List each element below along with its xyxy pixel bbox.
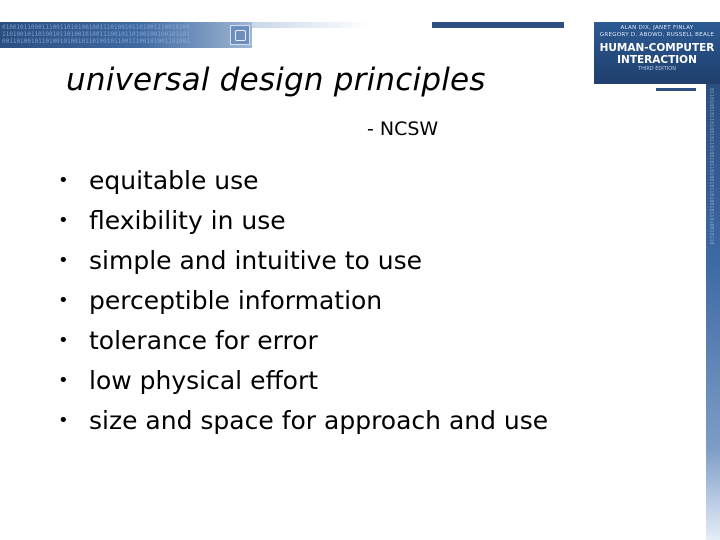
logo-title-2: INTERACTION xyxy=(617,54,697,66)
book-cover-logo xyxy=(594,22,720,84)
list-item xyxy=(58,200,548,240)
bullet-text: perceptible information xyxy=(89,285,383,315)
bullet-list xyxy=(58,160,548,440)
list-item xyxy=(58,360,548,400)
list-item xyxy=(58,400,548,440)
bullet-icon: • xyxy=(58,209,69,231)
logo-edition: THIRD EDITION xyxy=(638,66,676,72)
binary-pattern: 0100101100011100110101001001110100101101001110010100 1101001011010010110100101001110010110100100100101101 0011010010110100101001011010010110011100101001101001 xyxy=(2,24,190,45)
list-item xyxy=(58,280,548,320)
bullet-text: simple and intuitive to use xyxy=(89,245,422,275)
logo-underline xyxy=(656,88,696,91)
logo-title-1: HUMAN-COMPUTER xyxy=(599,42,715,54)
binary-header-strip xyxy=(0,22,252,48)
side-binary-pattern: 0110100101101001011010010110100101101001011010010110 xyxy=(708,88,714,245)
list-item xyxy=(58,320,548,360)
bullet-text: low physical effort xyxy=(89,365,319,395)
bullet-text: equitable use xyxy=(89,165,259,195)
bullet-text: size and space for approach and use xyxy=(89,405,549,435)
binary-side-strip xyxy=(706,84,720,540)
list-item xyxy=(58,160,548,200)
bullet-icon: • xyxy=(58,289,69,311)
bullet-text: tolerance for error xyxy=(89,325,318,355)
list-item xyxy=(58,240,548,280)
logo-authors-1: ALAN DIX, JANET FINLAY xyxy=(620,25,694,31)
slide-title: universal design principles xyxy=(66,62,486,98)
header-rule-accent xyxy=(432,22,564,28)
bullet-text: flexibility in use xyxy=(89,205,286,235)
bullet-icon: • xyxy=(58,329,69,351)
window-icon xyxy=(230,25,250,45)
bullet-icon: • xyxy=(58,249,69,271)
slide-subtitle: - NCSW xyxy=(367,118,439,140)
bullet-icon: • xyxy=(58,369,69,391)
logo-authors-2: GREGORY D. ABOWD, RUSSELL BEALE xyxy=(599,32,715,38)
bullet-icon: • xyxy=(58,169,69,191)
bullet-icon: • xyxy=(58,409,69,431)
